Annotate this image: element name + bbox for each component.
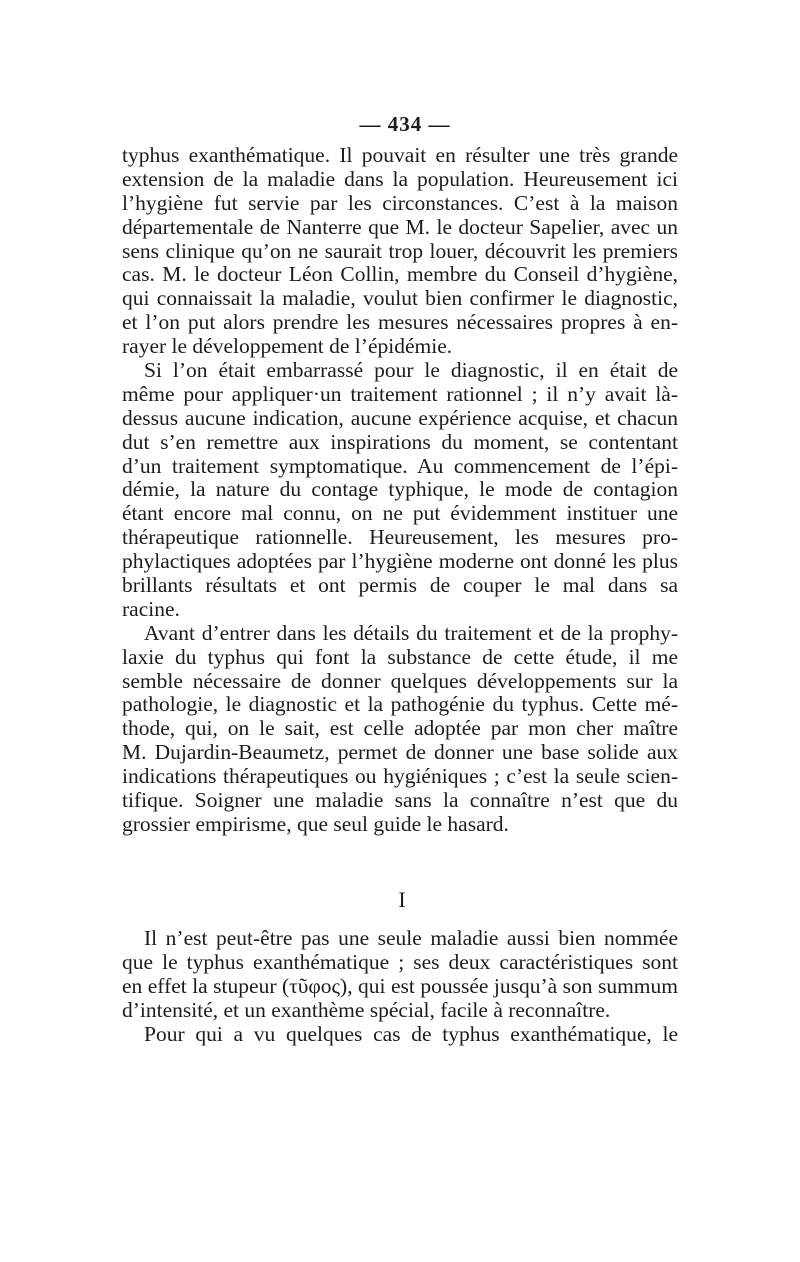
text-line: dut s’en remettre aux inspirations du moment, se contentant [122, 429, 678, 454]
text-line: extension de la maladie dans la population. Heureusement ici [122, 166, 678, 191]
text-line: cas. M. le docteur Léon Collin, membre du Conseil d’hygiène, [122, 262, 678, 287]
text-line: d’intensité, et un exanthème spécial, facile à reconnaître. [122, 997, 611, 1022]
text-line: grossier empirisme, que seul guide le hasard. [122, 811, 509, 836]
text-line: phylactiques adoptées par l’hygiène moderne ont donné les plus [122, 549, 678, 574]
body-text-block-2 [122, 927, 678, 1046]
text-line: racine. [122, 596, 180, 621]
text-line: M. Dujardin-Beaumetz, permet de donner une base solide aux [122, 740, 678, 765]
text-line: Si l’on était embarrassé pour le diagnostic, il en était de [144, 358, 678, 383]
text-line: étant encore mal connu, on ne put évidemment instituer une [122, 501, 678, 526]
text-line: indications thérapeutiques ou hygiéniques ; c’est la seule scien- [122, 764, 678, 789]
text-line: l’hygiène fut servie par les circonstances. C’est à la maison [122, 190, 678, 215]
text-line: et l’on put alors prendre les mesures nécessaires propres à en- [122, 310, 678, 335]
text-line: en effet la stupeur (τῦφος), qui est poussée jusqu’à son summum [122, 973, 678, 998]
text-line: Pour qui a vu quelques cas de typhus exanthématique, le [144, 1021, 678, 1046]
text-line: même pour appliquer·un traitement rationnel ; il n’y avait là- [122, 381, 678, 406]
text-line: d’un traitement symptomatique. Au commencement de l’épi- [122, 453, 678, 478]
text-line: tifique. Soigner une maladie sans la connaître n’est que du [122, 788, 678, 813]
text-line: dessus aucune indication, aucune expérience acquise, et chacun [122, 405, 678, 430]
text-line: Avant d’entrer dans les détails du traitement et de la prophy- [144, 620, 678, 645]
text-line: laxie du typhus qui font la substance de cette étude, il me [122, 644, 678, 669]
section-heading: I [398, 887, 406, 912]
text-line: sens clinique qu’on ne saurait trop louer, découvrit les premiers [122, 238, 678, 263]
text-line: démie, la nature du contage typhique, le mode de contagion [122, 477, 678, 502]
text-line: thérapeutique rationnelle. Heureusement, les mesures pro- [122, 525, 678, 550]
text-line: brillants résultats et ont permis de couper le mal dans sa [122, 573, 678, 598]
text-line: typhus exanthématique. Il pouvait en résulter une très grande [122, 143, 678, 167]
text-line: semble nécessaire de donner quelques développements sur la [122, 668, 678, 693]
text-line: départementale de Nanterre que M. le docteur Sapelier, avec un [122, 214, 678, 239]
body-text-block-1 [122, 144, 678, 837]
page-number: — 434 — [359, 112, 451, 136]
text-line: pathologie, le diagnostic et la pathogénie du typhus. Cette mé- [122, 692, 678, 717]
text-line: rayer le développement de l’épidémie. [122, 334, 453, 359]
text-line: Il n’est peut-être pas une seule maladie aussi bien nommée [144, 926, 678, 950]
text-line: qui connaissait la maladie, voulut bien confirmer le diagnostic, [122, 286, 678, 311]
text-line: que le typhus exanthématique ; ses deux caractéristiques sont [122, 949, 678, 974]
text-line: thode, qui, on le sait, est celle adoptée par mon cher maître [122, 716, 678, 741]
